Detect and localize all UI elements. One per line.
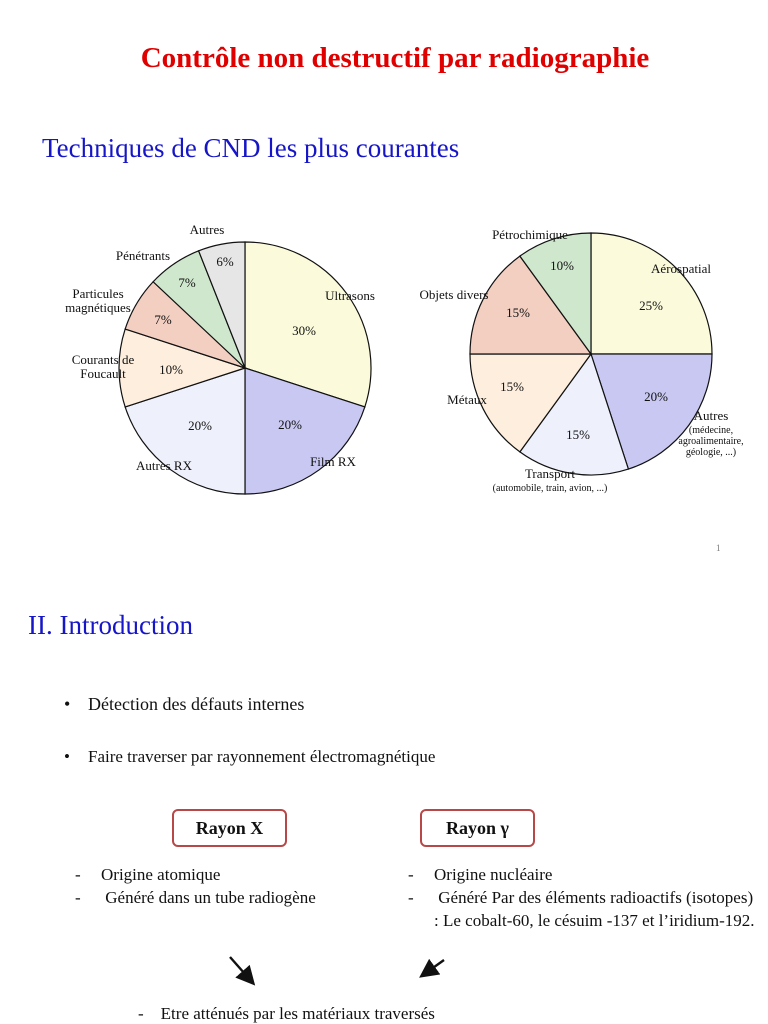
slice-category-label: Courants de Foucault [71,352,135,381]
slice-sublabel: (médecine, agroalimentaire, géologie, ...) [678,425,744,458]
arrow-down-right-icon [230,957,252,982]
slice-value-label: 7% [154,312,172,327]
conclusion-text: Etre atténués par les matériaux traversés [160,1004,435,1023]
slice-value-label: 10% [159,362,183,377]
slice-category-label: Transport [524,466,576,481]
slice-value-label: 15% [566,427,590,442]
list-item [75,886,395,909]
slice-category-label: Métaux [447,392,487,407]
slice-category-label: Ultrasons [325,288,375,303]
slice-value-label: 15% [500,379,524,394]
rayon-gamma-box: Rayon γ [420,809,535,847]
page-title: Contrôle non destructif par radiographie [140,42,650,74]
bullet-text: Détection des défauts internes [88,694,305,714]
bullet-symbol: • [64,747,70,766]
dash-symbol: - [75,865,81,884]
slice-value-label: 20% [188,418,212,433]
slice-category-label: Pétrochimique [492,227,568,242]
slice-category-label: Particules magnétiques [65,286,131,315]
list-item-text: Généré dans un tube radiogène [101,888,316,907]
bullet-text: Faire traverser par rayonnement électromagnétique [88,747,436,766]
page-number: 1 [716,543,721,553]
arrows [0,950,768,990]
list-item [75,863,395,886]
list-item [408,886,760,932]
slice-category-label: Autres [693,408,729,423]
list-item [408,863,760,886]
dash-symbol: - [408,865,414,884]
slice-category-label: Autres RX [136,458,192,473]
list-item-text: Généré Par des éléments radioactifs (isotopes) : Le cobalt-60, le césuim -137 et l’iridium-192. [434,888,758,930]
slice-value-label: 6% [216,254,234,269]
list-item-text: Origine nucléaire [434,865,553,884]
rayon-x-list [75,863,395,909]
slice-value-label: 20% [278,417,302,432]
pie-slice [591,233,712,354]
slice-value-label: 15% [506,305,530,320]
section-heading: II. Introduction [28,610,193,640]
dash-symbol: - [75,888,81,907]
pie-chart-techniques [65,222,375,494]
slice-category-label: Objets divers [419,287,489,302]
rayon-x-box: Rayon X [172,809,287,847]
section-subtitle: Techniques de CND les plus courantes [42,133,460,163]
bullet-item [64,747,435,767]
pie-chart-sectors [420,227,744,494]
slice-sublabel: (automobile, train, avion, ...) [492,483,608,494]
pie-charts [0,210,768,510]
slice-value-label: 7% [178,275,196,290]
slice-value-label: 10% [550,258,574,273]
conclusion-line [138,1004,435,1024]
arrow-down-left-icon [423,960,444,975]
bullet-item [64,694,304,715]
list-item-text: Origine atomique [101,865,221,884]
slice-value-label: 30% [292,323,316,338]
dash-symbol: - [408,888,414,907]
rayon-gamma-list [408,863,760,932]
slice-category-label: Autres [189,222,225,237]
slice-value-label: 20% [644,389,668,404]
bullet-symbol: • [64,694,71,714]
slice-value-label: 25% [639,298,663,313]
dash-symbol: - [138,1004,144,1023]
slice-category-label: Aérospatial [651,261,711,276]
slice-category-label: Pénétrants [115,248,171,263]
slice-category-label: Film RX [310,454,356,469]
